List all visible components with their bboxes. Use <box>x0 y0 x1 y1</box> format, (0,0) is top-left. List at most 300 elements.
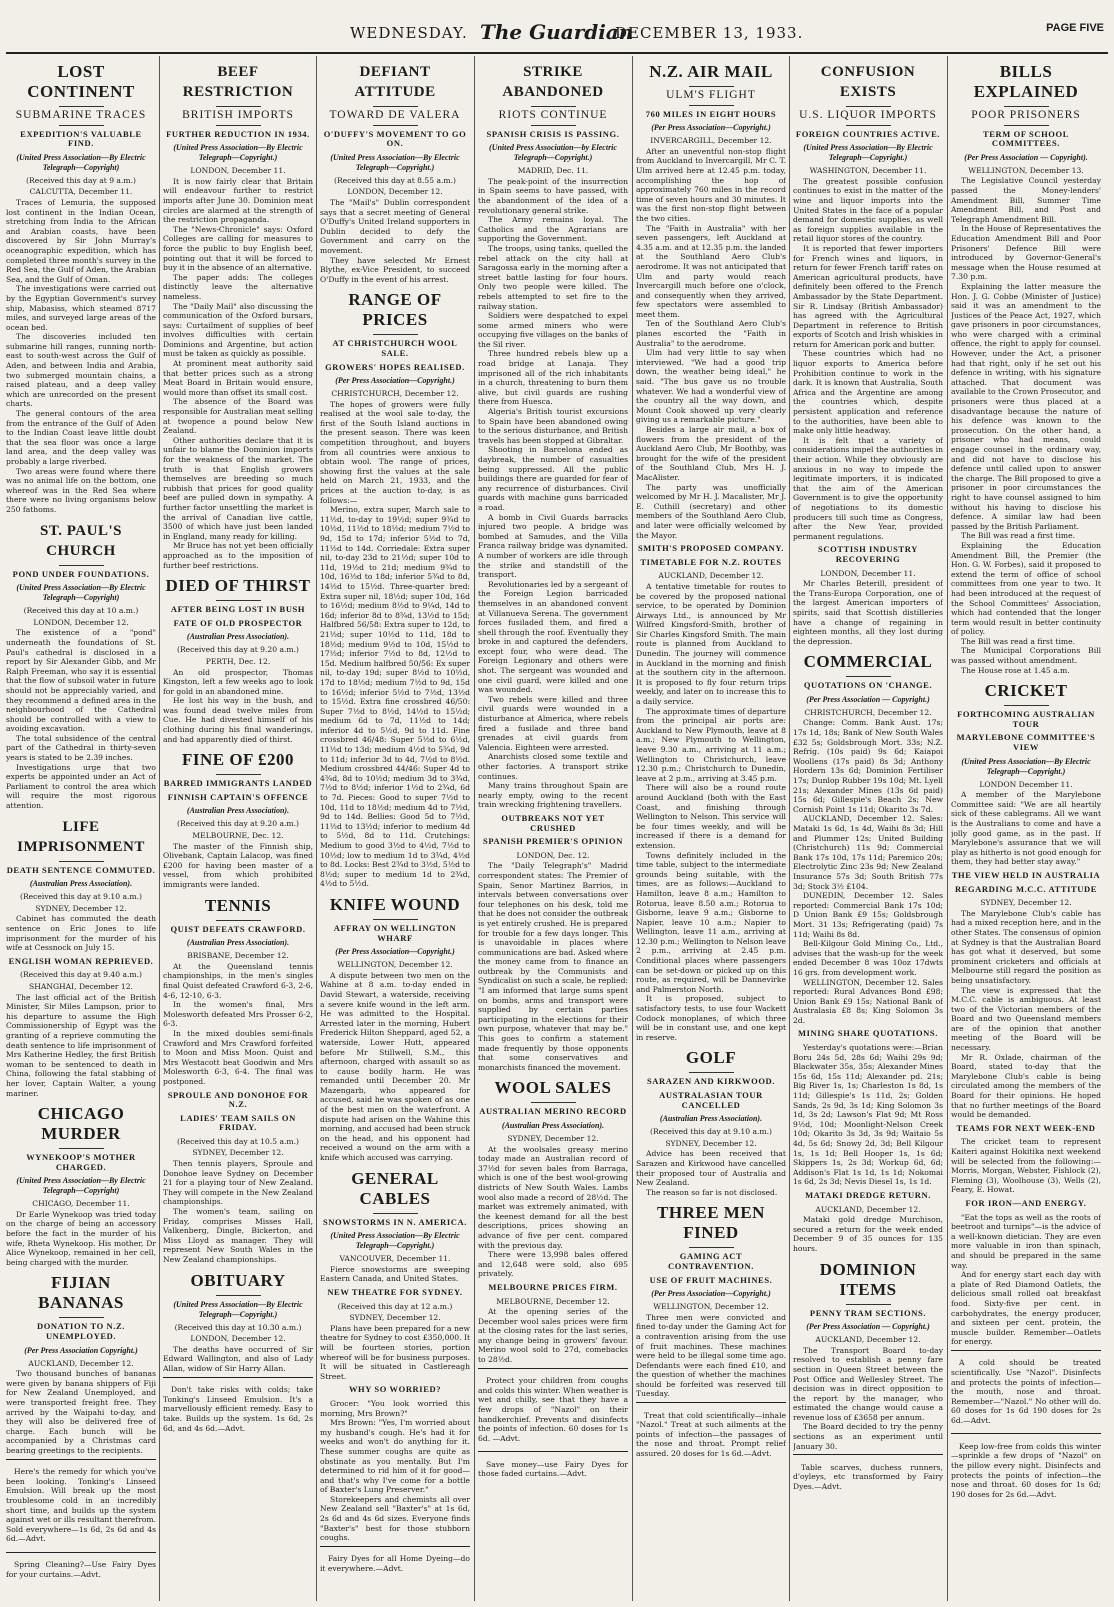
article <box>320 62 470 284</box>
article <box>636 62 786 540</box>
article-credit: (United Press Association—By Electric Telegraph—Copyright.) <box>330 1231 460 1251</box>
article-dateline: WELLINGTON, December 12. <box>337 960 453 970</box>
article-dateline: AUCKLAND, December 12. <box>658 571 764 581</box>
article-headline: KNIFE WOUND <box>329 894 461 914</box>
article-deck: AFTER BEING LOST IN BUSH <box>170 604 306 615</box>
article <box>163 576 313 744</box>
article-paragraph: They have selected Mr Ernest Blythe, ex-Vice President, to succeed O'Duffy in the event of his arrest. <box>320 255 470 284</box>
headline-rule <box>216 106 261 107</box>
column-divider <box>632 56 633 1601</box>
article <box>478 1078 628 1279</box>
advertisement: Fairy Dyes for all Home Dyeing—do it everywhere.—Advt. <box>320 1554 470 1574</box>
article-deck: MARYLEBONE COMMITTEE'S VIEW <box>956 732 1096 753</box>
headline-rule <box>373 919 418 920</box>
received-time: (Received this day at 9.10 a.m.) <box>19 892 142 902</box>
article-dateline: MELBOURNE, December 12. <box>496 1296 610 1306</box>
article-dateline: CHRISTCHURCH, December 12. <box>804 707 932 717</box>
news-column <box>6 56 156 1601</box>
article-deck: SARAZEN AND KIRKWOOD. <box>646 1076 776 1087</box>
article-paragraph: The Army remains loyal. The Catholics and the Agrarians are supporting the Government. <box>478 215 628 244</box>
headline-rule <box>846 106 891 107</box>
article-paragraph: The master of the Finnish ship, Olivebank, Captain Lalacop, was fined £200 for having been master of a vessel, from which prohibited immigrants were landed. <box>163 841 313 889</box>
article-headline: LIFE IMPRISONMENT <box>17 818 145 855</box>
article-paragraph: Fierce snowstorms are sweeping Eastern Canada, and United States. <box>320 1264 470 1284</box>
article-credit: (United Press Association—By Electric Telegraph—Copyright.) <box>803 143 933 163</box>
ad-rule <box>478 1451 628 1452</box>
received-time: (Received this day at 9.40 a.m.) <box>19 970 142 980</box>
news-column <box>320 56 470 1601</box>
article-paragraph: Dr Earle Wynekoop was tried today on the charge of being an accessory before the fact in the murder of his wife, Rheta Wynekoop. His mother, Dr Alice Wynekoop, remained in her cell, being charged with the murder. <box>6 1209 156 1267</box>
news-column <box>163 56 313 1601</box>
article-headline: LOST CONTINENT <box>27 62 135 101</box>
article-credit: (Per Press Association—Copyright.) <box>335 376 455 386</box>
article-headline: ST. PAUL'S CHURCH <box>40 522 122 559</box>
received-time: (Received this day at 9.10 a.m.) <box>649 1127 772 1137</box>
article <box>636 1203 786 1458</box>
ad-rule <box>951 1350 1101 1351</box>
advertisement: Spring Cleaning?—Use Fairy Dyes for your curtains.—Advt. <box>6 1560 156 1579</box>
article-deck: USE OF FRUIT MACHINES. <box>649 1274 773 1285</box>
article-paragraph: The "Daily Mail" also discussing the communication of the Oxford bursars, says: Curtailment of supplies of beef involves difficulties with certain Dominions and Argentine, but action must be taken as quickly as possible. <box>163 301 313 359</box>
article-credit: (Per Press Association Copyright.) <box>24 1345 138 1355</box>
article-credit: (Per Press Association — Copyright.) <box>806 1322 930 1332</box>
article-deck: TERM OF SCHOOL COMMITTEES. <box>982 128 1069 149</box>
subheading-rule <box>216 125 261 126</box>
article-credit: (Per Press Association—Copyright.) <box>335 947 455 957</box>
article-credit: (United Press Association—By Electric Telegraph—Copyright) <box>16 583 146 603</box>
headline-rule <box>689 86 734 87</box>
subheading-rule <box>59 125 104 126</box>
article-credit: (Australian Press Association). <box>186 938 290 948</box>
article-headline: GOLF <box>685 1048 737 1068</box>
article-dateline: SYDNEY, December 12. <box>507 1134 599 1143</box>
advertisement: Keep low-free from colds this winter—sprinkle a few drops of "Nazol" on the pillow every night. Disinfects and protects the points of infection—the nose and throat. 60 doses for 1s 6d; 190 doses for 2s 6d.—Advt. <box>951 1441 1101 1499</box>
received-time: (Received this day at 10.30 a.m.) <box>174 1322 302 1332</box>
article-paragraph: The paper adds: The colleges distinctly leave the alternative nameless. <box>163 272 313 301</box>
article <box>6 521 156 811</box>
received-time: (Received this day at 10.5 a.m.) <box>176 1136 299 1146</box>
ad-rule <box>636 1402 786 1403</box>
advertisement: A cold should be treated scientifically. Use "Nazol". Disinfects and protects the points of infection—the mouth, nose and throat. Remember—"Nazol." No other will do. 60 doses for 1s 6d 190 doses for 2s 6d.—Advt. <box>951 1358 1101 1426</box>
article-headline: DIED OF THIRST <box>165 576 311 596</box>
article-paragraph: "Eat the tops as well as the roots of beetroot and turnips"—is the advice of a well-known dietician. They are even more valuable in iron than spinach, and should be prepared in the same way. <box>951 1212 1101 1270</box>
ad-rule <box>478 1368 628 1369</box>
article-paragraph: The Bill was read a first time. <box>961 531 1075 541</box>
article-credit: (Australian Press Association). <box>659 1114 763 1124</box>
article-subheading: ULM'S FLIGHT <box>666 89 756 101</box>
article-deck: MELBOURNE PRICES FIRM. <box>488 1281 618 1292</box>
column-divider <box>474 56 475 1601</box>
article-dateline: LONDON, December 12. <box>190 1334 286 1344</box>
article-credit: (Per Press Association — Copyright.) <box>806 694 930 704</box>
article-paragraph: These countries which had no liquor exports to America before Prohibition continue to work in the dark. It is known that Australia, South Africa and the Argentine are among the countries which, despite persistent application and reference to the authorities, have been able to make only little headway. <box>793 349 943 436</box>
article <box>6 1104 156 1267</box>
headline-rule <box>59 1148 104 1149</box>
article-paragraph: A dispute between two men on the Wahine at 8 a.m. to-day ended in David Stewart, a waterside, receiving a severe knife wound in the left arm. He was admitted to the Hospital. Arrested later in the morning, Hubert Frederick Hilton Sheppard, aged 52, a waterside, Lower Hutt, appeared before Mr Stillwell, S.M., this afternoon, charged with assault so as to cause bodily harm. He was remanded until December 20. Mr Mazengarb, who appeared for accused, said he was spoken of as one of the best men on the waterfront. A dispute had arisen on the Wahine this morning, and accused had been struck on the head, and his opponent had received a wound on the arm with a knife which accused was carrying. <box>320 970 470 1163</box>
article <box>793 1260 943 1492</box>
masthead <box>0 0 1114 62</box>
headline-rule <box>216 600 261 601</box>
article-paragraph: Many trains throughout Spain are nearly empty, owing to the recent train wrecking frightening travellers. <box>478 781 628 810</box>
article-paragraph: Shooting in Barcelona ended as daybreak, the number of casualties being suppressed. All the public buildings there are guarded for fear of any recurrence of disturbances. Civil guards with machine guns barricaded a road. <box>478 445 628 512</box>
article-headline: RANGE OF PRICES <box>348 290 442 330</box>
article-paragraph: The cricket team to represent Kaiteri against Hokitika next weekend will be selected from the following:—Morris, Morgan, Webster, Fishlock (2), Fleming (3), Woolhouse (3), Wells (2), Feary, E. Howat. <box>951 1137 1101 1195</box>
article-subheading: SUBMARINE TRACES <box>15 109 147 121</box>
article-paragraph: The "Faith in Australia" with her seven passengers, left Auckland at 4.35 a.m. and at 12.35 p.m. the landed at the Southland Aero Club's aerodrome. It was not anticipated that Ulm and party would reach Invercargill much before one o'clock, and consequently when they arrived, few spectators were assembled to meet them. <box>636 223 786 319</box>
article-deck: AT CHRISTCHURCH WOOL SALE. <box>332 338 458 358</box>
article-paragraph: Mataki gold dredge Murchison, secured a return for the week ended December 9 of 35 ounces for 135 hours. <box>793 1215 943 1253</box>
article-paragraph: The "Daily Telegraph's" Madrid correspondent states: The Premier of Spain, Senor Martinez Barrios, in intervals between conversations over four telephones on his desk, told me that he does not consider the outbreak is yet entirely crushed. He is prepared for trouble for a few days longer. This is unavoidable in places where communications are bad. Asked where the money came from to finance an outbreak by the Communists and Syndicalist on such a scale, he replied: "I am informed that large sums spent on bombs, arms and transport were supplied by certain parties participating in the elections for their own purpose, whatever that may be." This goes to confirm a statement made frequently by those opponents that some conservatives and monarchists financed the movement. <box>478 861 628 1072</box>
article-deck: TIMETABLE FOR N.Z. ROUTES <box>640 556 782 567</box>
article <box>951 62 1101 675</box>
article-paragraph: In the House of Representatives the Education Amendment Bill and Poor Prisoners' Defence Bill were introduced by Governor-General's message when the House resumed at 7.30 p.m. <box>951 224 1101 282</box>
article-dateline: INVERCARGILL, December 12. <box>650 136 772 146</box>
article-deck: MINING SHARE QUOTATIONS. <box>798 1028 938 1039</box>
headline-rule <box>373 1213 418 1214</box>
article-paragraph: At the woolsales greasy merino today made an Australian record of 37½d for seven bales from Barraga, which is one of the best wool-growing districts of New South Wales. Lambs wool also made a record of 28½d. The market was extremely animated, with the keenest demand for all the best descriptions, prices showing an advance of five per cent. compared with the previous day. <box>478 1144 628 1250</box>
article-paragraph: Cabinet has commuted the death sentence on Eric Jones to life imprisonment for the murder of his wife at Cessnock on July 15. <box>6 914 156 953</box>
article-credit: (United Press Association—By Electric Telegraph—Copyright.) <box>961 756 1091 776</box>
headline-rule <box>689 1247 734 1248</box>
article-deck: SPROULE AND DONOHOE FOR N.Z. <box>167 1089 309 1110</box>
article-deck: SCOTTISH INDUSTRY RECOVERING <box>818 544 918 564</box>
article-paragraph: Ulm had very little to say when interviewed. "We had a good trip down, the weather being ideal," he said. "The bus gave us no trouble whatever. We had a wonderful view of the country all the way down, and Mount Cook showed up very clearly giving us a remarkable picture." <box>636 348 786 425</box>
article <box>636 1048 786 1197</box>
article-headline: DEFIANT ATTITUDE <box>354 64 436 100</box>
article-dateline: WELLINGTON, December 13. <box>968 165 1084 175</box>
article-paragraph: It is proposed, subject to satisfactory tests, to use four Wackett Codock monoplanes, of which three will be in constant use, and one kept in reserve. <box>636 994 786 1042</box>
article-paragraph: The reason so far is not disclosed. <box>646 1187 778 1197</box>
article <box>951 1124 1101 1195</box>
page-number: PAGE FIVE <box>1046 22 1104 34</box>
article-credit: (Per Press Association—Copyright.) <box>651 123 771 133</box>
article-paragraph: The troops, using tanks, quelled the rebel attack on the city hall at Saragossa early in the morning after a street battle lasting for four hours. Only two people were killed. The rebels attempted to set fire to the railway station. <box>478 243 628 311</box>
article <box>163 1271 313 1434</box>
article-dateline: PERTH, Dec. 12. <box>205 656 271 666</box>
article-paragraph: In the women's final, Mrs Molesworth defeated Mrs Prosser 6-2, 6-3. <box>163 1000 313 1029</box>
news-column <box>793 56 943 1601</box>
article <box>951 871 1101 1120</box>
headline-rule <box>1004 705 1049 706</box>
masthead-title: The Guardian <box>480 20 634 44</box>
article <box>163 896 313 1087</box>
article-paragraph: It is reported that fewer importers for French wines and liquors, in return for fewer French tariff rates on American agricultural products, have definitely been offered to the French Ambassador by the State Department. Sir R. Lindsay (British Ambassador) has agreed with the Agricultural Department in reference to British exports of Scotch and Irish whiskies in return for American pork and butter. <box>793 243 943 349</box>
article-dateline: MADRID, Dec. 11. <box>517 166 589 176</box>
article-subheading: RIOTS CONTINUE <box>498 109 608 121</box>
article-deck: DONATION TO N.Z. UNEMPLOYED. <box>36 1321 125 1342</box>
article-paragraph: The Board decided to try the penny sections as an experiment until January 30. <box>793 1422 943 1451</box>
article-paragraph: DUNEDIN, December 12. Sales reported: Commercial Bank 17s 10d; D Union Bank £9 15s; Goldsbrough Mort. 31 13s; Refrigerating (paid) 7s 11d; Waihi 8s 8d. <box>793 891 943 939</box>
article <box>478 62 628 810</box>
article-deck: NEW THEATRE FOR SYDNEY. <box>327 1287 463 1297</box>
article-headline: CHICAGO MURDER <box>37 1104 125 1144</box>
article-dateline: LONDON December 11. <box>979 779 1073 789</box>
article-deck: FOR IRON—AND ENERGY. <box>965 1197 1087 1208</box>
article-headline: N.Z. AIR MAIL <box>649 62 773 81</box>
article <box>320 290 470 889</box>
article-headline: TENNIS <box>204 895 272 915</box>
article-dateline: SYDNEY, December 12. <box>192 1148 284 1158</box>
article-deck: AUSTRALIAN MERINO RECORD <box>479 1106 627 1117</box>
article-paragraph: Mr Bruce has not yet been officially approached as to the imposition of further beef restrictions. <box>163 541 313 570</box>
article-paragraph: A member of the Marylebone Committee said: "We are all heartily sick of these cablegrams. All we want is the Australians to come and have a jolly good game, as in the past. If Marylebone's assurance that we will play as hitherto is not good enough for them, they had better stay away." <box>951 790 1101 867</box>
article-paragraph: Mr Charles Beterill, president of the Trans-Europa Corporation, one of the largest American importers of spirits, said that Scottish distilleries have a change of regaining in eighteen months, all they lost during the depression. <box>793 579 943 646</box>
ad-rule <box>951 1433 1101 1434</box>
article-paragraph: The existence of a "pond" underneath the foundations of St. Paul's cathedral is disclosed in a report by Sir Alexander Gibb, and Mr Ralph Freeman, who say it is essential that the flow of subsoil water in future should not be appreciably varied, and they recommend a defined area in the neighbourhood of the Cathedral should be controlled with a view to avoiding excavation. <box>6 628 156 734</box>
article-headline: OBITUARY <box>190 1270 286 1290</box>
masthead-rule <box>6 52 1108 54</box>
received-time: (Received this day at 12 a.m.) <box>337 1301 453 1311</box>
article-paragraph: Change: Comm. Bank Aust. 17s; 17s 1d, 18s; Bank of New South Wales £32 5s; Goldsbrough Mort. 33s; N.Z. Refrig. (10s paid) 9s 6d; Kaiapoi Woollens (17s paid) 8s 3d; Anthony Hordern 13s 6d; Dominion Fertiliser 17s; Dunlop Rubber 19s 10d; Mt. Lyell 21s; Alexander Mines (13s 6d paid) 15s 6d; Gillespie's Beach 2s; New Cornish Point 1s 11d; Okarito 3s 7d. <box>793 718 943 814</box>
article-deck: POND UNDER FOUNDATIONS. <box>12 568 150 579</box>
article-dateline: LONDON, December 11. <box>820 568 916 578</box>
article <box>951 1199 1101 1499</box>
article-credit: (Australian Press Association). <box>501 1121 605 1130</box>
article-paragraph: The Municipal Corporations Bill was passed without amendment. <box>951 646 1101 666</box>
column-divider <box>159 56 160 1601</box>
article-dateline: SYDNEY, December 12. <box>665 1138 757 1148</box>
article-credit: (United Press Association—By Electric Telegraph—Copyright.) <box>173 143 303 163</box>
article-paragraph: The absence of the Board was responsible for Australian meat selling at twopence a pound below New Zealand. <box>163 397 313 436</box>
article-paragraph: A tentative timetable for routes to be covered by the proposed national service, to be operated by Dominion Airways Ltd., is announced by Mr Wilfred Kingsford-Smith, brother of Sir Charles Kingsford Smith. The main route is planned from Auckland to Dunedin. The journey will commence in Auckland in the morning and finish at the southern city in the afternoon. It is proposed to fly four return trips weekly, and later on to increase this to a daily service. <box>636 581 786 707</box>
article <box>478 1283 628 1479</box>
article-paragraph: A bomb in Civil Guards barracks injured two people. A bridge was bombed at Samudes, and the Villa Franca railway bridge was dynamited. A number of workers are idle through the strike and standstill of the transport. <box>478 512 628 580</box>
article-paragraph: AUCKLAND, December 12. Sales: Mataki 1s 6d, 1s 4d, Waihi 8s 3d; Hill and Plummer 12s; United Building (Christchurch) 11s 9d; Commercial Bank 17s 10d, 17s 11d; Paremico 20s; Electrolytic Zinc 23s 9d; New Zealand Insurance 57s 3d; South British 77s 3d; Stock 3½ £104. <box>793 814 943 891</box>
article-credit: (United Press Association—by Electric Telegraph—Copyright.) <box>489 143 617 163</box>
article-headline: FINE OF £200 <box>181 750 295 770</box>
article-paragraph: At prominent meat authority said that better prices such as a strong Meat Board in Britain would ensure, would more than offset its small cost. <box>163 359 313 397</box>
article-paragraph: Plans have been prepared for a new theatre for Sydney to cost £350,000. It will be fourteen stories, portion whereof will be for business purposes. It will be situated in Castlereagh Street. <box>320 1323 470 1381</box>
article-paragraph: Storekeepers and chemists all over New Zealand sell "Baxter's" at 1s 6d, 2s 6d and 4s 6d sizes. Everyone finds "Baxter's" best for those stubborn coughs. <box>320 1494 470 1543</box>
article-deck: FURTHER REDUCTION IN 1934. <box>166 128 310 139</box>
article-credit: (Australian Press Association). <box>186 632 290 642</box>
article-deck: BARRED IMMIGRANTS LANDED <box>163 778 313 789</box>
article-dateline: SYDNEY, December 12. <box>35 903 127 913</box>
headline-rule <box>59 106 104 107</box>
article <box>636 544 786 1042</box>
article-credit: (Per Press Association — Copyright). <box>964 152 1088 162</box>
article <box>6 957 156 1098</box>
column-divider <box>947 56 948 1601</box>
article-paragraph: At the opening series of the December wool sales prices were firm at the closing rates for the last series, any change being in growers' favour. Merino wool sold to 27d, comebacks to 28½d. <box>478 1307 628 1365</box>
article-paragraph: The "News-Chronicle" says: Oxford Colleges are calling for measures to force the public to buy English beef, pointing out that it will be forced to buy it in the absence of an alternative. <box>163 224 313 273</box>
article-deck: WYNEKOOP'S MOTHER CHARGED. <box>26 1152 136 1172</box>
article-dateline: SHANGHAI, December 12. <box>29 981 133 991</box>
article-headline: STRIKE ABANDONED <box>502 64 604 100</box>
article-dateline: MELBOURNE, Dec. 12. <box>192 831 284 841</box>
headline-rule <box>59 861 104 862</box>
headline-rule <box>216 920 261 921</box>
article-paragraph: The Transport Board to-day resolved to establish a penny fare section in Queen Street between the Post Office and Wellesley Street. The decision was in direct opposition to the report by the manager, who estimated the change would cause a revenue loss of £3658 per annum. <box>793 1345 943 1422</box>
headline-rule <box>531 1102 576 1103</box>
article-paragraph: The women's team, sailing on Friday, comprises Misses Hall, Valkenberg, Dingle, Bickerton, and Miss Lloyd as manager. They will represent New South Wales in the New Zealand championships. <box>163 1207 313 1264</box>
article-credit: (United Press Association—By Electric Telegraph—Copyright.) <box>330 152 460 172</box>
article-dateline: WASHINGTON, December 11. <box>809 166 927 176</box>
article-deck: O'DUFFY'S MOVEMENT TO GO ON. <box>323 128 467 149</box>
subheading-rule <box>689 105 734 106</box>
article-paragraph: Explaining the Education Amendment Bill, the Premier (the Hon. G. W. Forbes), said it proposed to extend the term of office of school committees from one year to two. It had been introduced at the request of the School Committees' Association, which had contended that the longer term would result in better continuity of policy. <box>951 540 1101 637</box>
article-deck: SPANISH CRISIS IS PASSING. <box>486 128 620 139</box>
article-credit: (United Press Association—By Electric Telegraph—Copyright.) <box>173 1299 303 1319</box>
article-dateline: CHICAGO, December 11. <box>32 1199 130 1209</box>
received-time: (Received this day at 9.20 a.m.) <box>176 645 299 655</box>
article-headline: BILLS EXPLAINED <box>973 62 1079 101</box>
article-deck: QUOTATIONS ON 'CHANGE. <box>803 680 933 691</box>
article-deck: SNOWSTORMS IN N. AMERICA. <box>322 1216 467 1227</box>
advertisement: Here's the remedy for which you've been looking. Tonking's Linseed Emulsion. Will break up the most troublesome cold in an incredibly short time, and builds up the system against wet or ills resultant therefrom. Sold everywhere—1s 6d, 2s 6d and 4s 6d.—Advt. <box>6 1467 156 1544</box>
article-paragraph: Explaining the latter measure the Hon. J. G. Cobbe (Minister of Justice) said it was an amendment to the Justices of the Peace Act, 1927, which gave prisoners in poor circumstances, who were charged with a criminal offence, the right to apply for counsel. However, under the Act, a prisoner had that right, only if he set out his defence in writing, with his signature attached. That document was available to the Crown Prosecutor, and prisoners were thus placed at a disadvantage because the nature of his defence was known to the prosecution. On the other hand, a prisoner who had means, could engage counsel in the ordinary way, and did not have to disclose his defence until called upon to answer the charge. The Bill proposed to give a prisoner in poor circumstances the right to have counsel assigned to him without his having to disclose his defence. A similar law had been passed by the British Parliament. <box>951 281 1101 531</box>
article-paragraph: The total subsidence of the central part of the Cathedral in thirty-seven years is stated to be 2.39 inches. <box>6 733 156 763</box>
article <box>793 652 943 1025</box>
article-deck: AFFRAY ON WELLINGTON WHARF <box>333 922 457 943</box>
article-deck: FORTHCOMING AUSTRALIAN TOUR <box>957 709 1095 729</box>
column-divider <box>316 56 317 1601</box>
article-deck: WHY SO WORRIED? <box>348 1384 442 1395</box>
article-deck: OUTBREAKS NOT YET CRUSHED <box>501 812 605 833</box>
article-paragraph: Anarchists closed some textile and other factories. A transport strike continues. <box>478 752 628 781</box>
article-dateline: LONDON, December 12. <box>33 617 129 627</box>
article-credit: (Australian Press Association). <box>186 806 290 816</box>
article-credit: (United Press Association—By Electric Telegraph—Copyright) <box>16 152 146 172</box>
article-paragraph: Two rebels were killed and three civil guards were wounded in a disturbance at Almerica, where rebels fired a fusilade and three band grenades at civil guards from Valencia. Eighteen were arrested. <box>478 694 628 752</box>
article-headline: COMMERCIAL <box>803 652 933 672</box>
article-paragraph: Bell-Kilgour Gold Mining Co., Ltd., advises that the wash-up for the week ended December 8 was 10oz 17dwts 16 grs. from development work. <box>793 939 943 977</box>
article-subheading: POOR PRISONERS <box>971 109 1081 121</box>
article-paragraph: It is felt that a variety of considerations impel the authorities in their action. While they obviously are anxious in no way to impede the legitimate importers, it is indicated that the aim of the American Government is to give the opportunity of negotiations to its domestic producers till such time as Congress, after the New Year, provided permanent regulations. <box>793 435 943 541</box>
article-paragraph: The last official act of the British Minister, Sir Miles Lampson, prior to his departure to assume the High Commissionership of Egypt was the granting of a reprieve commuting the death sentence to life imprisonment of Mrs Katherine Hedley, the first British woman to be sentenced to death in China, following the fatal stabbing of her lover, Captain Walter, a young mariner. <box>6 992 156 1098</box>
headline-rule <box>373 106 418 107</box>
article-paragraph: The hopes of growers were fully realised at the wool sale to-day, the first of the South Island auctions in the present season. There was keen competition throughout, and buyers from all countries were anxious to obtain wool. The range of prices, showing first the values at the sale held on March 21, 1933, and the prices at the auction to-day, is as follows:— <box>320 399 470 505</box>
headline-rule <box>689 1072 734 1073</box>
article-paragraph: Soldiers were despatched to expel some armed miners who were occupying five villages on the banks of the Sil river. <box>478 311 628 349</box>
article-dateline: WELLINGTON, December 12. <box>653 1302 769 1312</box>
advertisement: Treat that cold scientifically—inhale "Nazol." Treat at such ailments at the points of infection—the passages of the nose and throat. Prompt relief assured. 20 doses for 1s 6d.—Advt. <box>636 1410 786 1459</box>
news-column <box>478 56 628 1601</box>
article-credit: (Per Press Association—Copyright.) <box>651 1289 771 1299</box>
ad-rule <box>793 1454 943 1455</box>
ad-rule <box>6 1459 156 1460</box>
article-deck: EXPEDITION'S VALUABLE FIND. <box>20 128 142 149</box>
ad-rule <box>163 1377 313 1378</box>
article-deck: AUSTRALASIAN TOUR CANCELLED <box>659 1090 763 1110</box>
received-time: (Received this day at 9.20 a.m.) <box>176 819 299 829</box>
article-paragraph: It is now fairly clear that Britain will endeavour further to restrict imports after June 30. Dominion meat circles are alarmed at the strength of the restriction propaganda. <box>163 176 313 225</box>
article-deck: TEAMS FOR NEXT WEEK-END <box>956 1122 1096 1133</box>
article-dateline: VANCOUVER, December 11. <box>339 1254 451 1264</box>
article-paragraph: Then tennis players, Sproule and Donohoe leave Sydney on December 21 for a playing tour of New Zealand. They will compete in the New Zealand championships. <box>163 1159 313 1207</box>
article-paragraph: Investigations urge that two experts be appointed under an Act of Parliament to control the area which will require the most rigorous attention. <box>6 762 156 811</box>
article-deck: FINNISH CAPTAIN'S OFFENCE <box>167 791 309 802</box>
article-deck: REGARDING M.C.C. ATTITUDE <box>954 883 1098 894</box>
article-paragraph: The approximate times of departure from the principal air ports are: Auckland to New Plymouth, leave at 8 a.m.; New Plymouth to Wellington, leave 9.30 a.m., arriving at 11 a.m.; Wellington to Christchurch, leave 12.30 p.m.; Christchurch to Dunedin, leave at 2 p.m., arriving at 3.45 p.m. <box>636 706 786 783</box>
article <box>6 1273 156 1579</box>
ad-rule <box>6 1552 156 1553</box>
article-headline: CRICKET <box>984 681 1068 701</box>
article-paragraph: The discoveries included ten submarine hill ranges, running north-east to south-west across the Gulf of Aden, and between India and Arabia, two submerged mountain chains, a raised plateau, and a deep valley which are unrecorded on the present charts. <box>6 332 156 409</box>
article-deck: MATAKI DREDGE RETURN. <box>805 1189 931 1200</box>
article-deck: SPANISH PREMIER'S OPINION <box>483 836 623 847</box>
article-headline: BEEF RESTRICTION <box>182 64 294 100</box>
headline-rule <box>846 676 891 677</box>
article-deck: PENNY TRAM SECTIONS. <box>809 1307 927 1318</box>
article-paragraph: The House rose at 1.45 a.m. <box>961 665 1070 675</box>
article-dateline: CHRISTCHURCH, December 12. <box>331 389 459 399</box>
article-paragraph: Merino, extra super, March sale to 11½d, to-day to 19½d; super 9¾d to 10½d, 11½d to 18½d; medium 7½d to 9d, 15d to 17d; inferior 5½d to 7d, 11½d to 14d. Corriedale: Extra super nil, to-day 23d to 21½d; super 10d to 11d, 19½d to 21d; medium 9¾d to 10d, 16½d to 18d; inferior 5¾d to 8d, 14½d to 15½d. Three-quarter bred: Extra super nil, 18½d; super 10d, 16d to 16½d; medium 8½d to 9¼d, 14d to 16d; inferior 8d to 8¾d, 13½d to 15d; Halfbred 56/58: Extra super to 12d, to 21½d; super 10½d to 11d, 18d to 18½d; medium 9½d to 10d, 15½d to 17½d; inferior 7½d to 8d, 12½d to 15d. Medium halfbred 50/56: Ex super nil, to-day 19d; super 8½d to 10½d, 17d to 18½d; medium 7½d to 9d, 15d to 16½d; inferior 5½d to 7½d, 13½d to 15½d. Extra fine crossbred 46/50: Super 7½d to 8½d, 14½d to 15½d; medium 6d to 7d, 11½d to 14d; inferior 4d to 5½d, 9d to 11d. Fine crossbred 46/48: Super 5½d to 6½d, 11½d to 13d; medium 4½d to 5¾d, 9d to 11d; inferior 3d to 4d, 7½d to 8½d. Medium crossbred 44/46: Super 4d to 4¾d, 8d to 10½d; medium 3d to 3¾d, 7½d to 8½d; inferior 1½d to 2¾d, 6d to 7d. Pieces: Good to super 7½d to 10d, 11d to 18½d; medium 4d to 7½d, 9d to 14d. Bellies: Good 5d to 7½d, 11½d to 13½d; inferior to medium 4d to 5½d, 8d to 11d. Crutchings: Medium to good 3½d to 4½d, 7½d to 10½d; low to medium 1d to 3¾d, 4½d to 8d. Locks: Best 2¾d to 3½d, 5½d to 8½d; super to medium 1d to 2¾d, 4½d to 5½d. <box>320 505 470 889</box>
article-paragraph: Revolutionaries led by a sergeant of the Foreign Legion barricaded themselves in an abandoned convent at Villanueva Serena. The government forces fusiladed them, and fired a shell through the roof. Eventually they broke in and captured the defenders, except four, who were dead. The Foreign Legionary and others were shot. The sergeant was wounded and one civil guard, were killed and one was wounded. <box>478 579 628 695</box>
article-paragraph: An old prospector, Thomas Kingston, left a few weeks ago to look for gold in an abandoned mine. <box>163 667 313 696</box>
article <box>478 814 628 1072</box>
article-paragraph: Traces of Lemuria, the supposed lost continent in the Indian Ocean, stretching from India to the African and Arabian coasts, have been discovered by Sir John Murray's oceanographic expedition, which has completed three month's survey in the Red Sea, the Gulf of Aden, the Arabian Sea, and the Gulf of Oman. <box>6 197 156 284</box>
article-subheading: U.S. LIQUOR IMPORTS <box>799 109 937 121</box>
subheading-rule <box>373 125 418 126</box>
advertisement: Don't take risks with colds; take Tonking's Linseed Emulsion. It's a marvellously efficient remedy. Easy to take. Builds up the system. 1s 6d, 2s 6d, and 4s 6d.—Advt. <box>163 1385 313 1433</box>
article-subheading: BRITISH IMPORTS <box>182 109 294 121</box>
ad-rule <box>320 1546 470 1547</box>
article-credit: (Australian Press Association). <box>29 879 133 889</box>
article-paragraph: Three men were convicted and fined to-day under the Gaming Act for a contravention arising from the use of fruit machines. These machines were held to be illegal some time ago. Defendants were each fined £10, and the question of whether the machines should be forfeited was reserved till Tuesday. <box>636 1312 786 1399</box>
article-headline: FIJIAN BANANAS <box>38 1273 124 1313</box>
subheading-rule <box>531 125 576 126</box>
article-headline: CONFUSION EXISTS <box>820 64 916 100</box>
article-dateline: AUCKLAND, December 12. <box>815 1204 921 1214</box>
article-dateline: LONDON, December 12. <box>347 187 443 197</box>
advertisement: Protect your children from coughs and colds this winter. When weather is wet and chilly, see that they have a few drops of "Nazol" on their handkerchief. Prevents and disinfects the points of infection. 60 doses for 1s 6d. —Advt. <box>478 1376 628 1443</box>
article-paragraph: There will also be a round route around Auckland (both with the East Coast, and finishing through Wellington to Nelson. This service will be four times weekly, and will be increased if there is a demand for extension. <box>636 783 786 850</box>
news-column <box>636 56 786 1601</box>
article-dateline: CALCUTTA, December 11. <box>29 187 133 197</box>
headline-rule <box>59 1317 104 1318</box>
article-headline: THREE MEN FINED <box>657 1203 765 1243</box>
article <box>6 62 156 515</box>
article-paragraph: Besides a large air mail, a box of flowers from the president of the Auckland Aero Club, Mr Boothby, was brought for the wife of the president of the Southland Club, Mrs H. J. MacAlister. <box>636 425 786 482</box>
article-paragraph: The party was unofficially welcomed by Mr H. J. Macalister, Mr J. E. Cuthill (secretary) and other members of the Southland Aero Club, and later were officially welcomed by the Mayor. <box>636 482 786 540</box>
headline-rule <box>373 334 418 335</box>
article-paragraph: Towns definitely included in the time table, subject to the intermediate grounds being suitable, with the times, are as follows:—Auckland to Hamilton, leave 8 a.m.; Hamilton to Rotorua, leave 8.50 a.m.; Rotorua to Gisborne, leave 9 a.m.; Gisborne to Napier, leave 10 a.m.; Napier to Wellington, leave 11 a.m., arriving at 12.30 p.m.; Wellington to Nelson leave 2 p.m., arriving at 2.45 p.m. Conditional places where passengers can be set-down or picked up on this route, as required, will be Dannevirke and Palmerston North. <box>636 850 786 994</box>
article-paragraph: The Marylebone Club's cable has had a mixed reception here, and in the other States. The consensus of opinion at Sydney is that the Australian Board has got what it deserved, but some prominent cricketers and officials at Melbourne still regard the position as being unsatisfactory. <box>951 908 1101 985</box>
article <box>320 895 470 1163</box>
article-paragraph: Mr R. Oxlade, chairman of the Board, stated to-day that the Marylebone Club's cable is being circulated among the members of the Board for their opinions. He hoped that no further meetings of the Board would be demanded. <box>951 1052 1101 1120</box>
article-paragraph: Grocer: "You look worried this morning, Mrs Brown?" <box>320 1398 470 1418</box>
article-paragraph: Two areas were found where there was no animal life on the bottom, one whereof was in the Red Sea where there were no living organisms below 250 fathoms. <box>6 466 156 514</box>
column-divider <box>789 56 790 1601</box>
article-paragraph: At the Queensland tennis championships, in the men's singles final Quist defeated Crawford 6-3, 2-6, 4-6, 12-10, 6-3. <box>163 961 313 1000</box>
article-dateline: LONDON, Dec. 12. <box>516 850 590 860</box>
received-time: (Received this day at 8.55 a.m.) <box>333 175 456 185</box>
article-paragraph: The general contours of the area from the entrance of the Gulf of Aden to the Indian Coast leave little doubt that the sea floor was once a large land area, and the deep valley was probably a large riverbed. <box>6 409 156 466</box>
article-headline: DOMINION ITEMS <box>819 1259 917 1299</box>
article-dateline: BRISBANE, December 12. <box>187 951 289 961</box>
article-paragraph: The "Mail's" Dublin correspondent says that a secret meeting of General O'Duffy's United Ireland supporters in Dublin decided to defy the Government and carry on the movement. <box>320 197 470 255</box>
article-credit: (United Press Association—By Electric Telegraph—Copyright) <box>16 1176 146 1196</box>
headline-rule <box>216 1295 261 1296</box>
article <box>320 1385 470 1573</box>
article-paragraph: In the mixed doubles semi-finals Crawford and Mrs Crawford forfeited to Moon and Miss Moon. Quist and Mrs Westacott beat Goodwin and Mrs Molesworth 6-3, 6-4. The final was postponed. <box>163 1028 313 1086</box>
article-deck: GROWERS' HOPES REALISED. <box>325 361 465 372</box>
masthead-day: WEDNESDAY. <box>350 24 468 42</box>
article-paragraph: And for energy start each day with a plate of Red Diamond Oatlets, the delicious small rolled oat breakfast food. Sixty-five per cent. in carbohydrates, the energy producer, and sixteen per cent. protein, the muscle builder. Remember—Oatlets for energy. <box>951 1270 1101 1347</box>
subheading-rule <box>1004 125 1049 126</box>
article <box>793 62 943 541</box>
article-dateline: AUCKLAND, December 12. <box>815 1335 921 1345</box>
article-paragraph: The investigations were carried out by the Egyptian Government's survey ship, Mabasiss, which steamed 8717 miles, and surveyed large areas of the ocean bed. <box>6 284 156 332</box>
article <box>793 1191 943 1254</box>
advertisement: Save money—use Fairy Dyes for those faded curtains.—Advt. <box>478 1459 628 1479</box>
article-paragraph: Advice has been received that Sarazen and Kirkwood have cancelled their proposed tour of Australia and New Zealand. <box>636 1149 786 1188</box>
headline-rule <box>531 106 576 107</box>
article-deck: QUIST DEFEATS CRAWFORD. <box>170 923 306 934</box>
article-headline: GENERAL CABLES <box>351 1168 439 1208</box>
article-deck: LADIES' TEAM SAILS ON FRIDAY. <box>180 1112 296 1133</box>
